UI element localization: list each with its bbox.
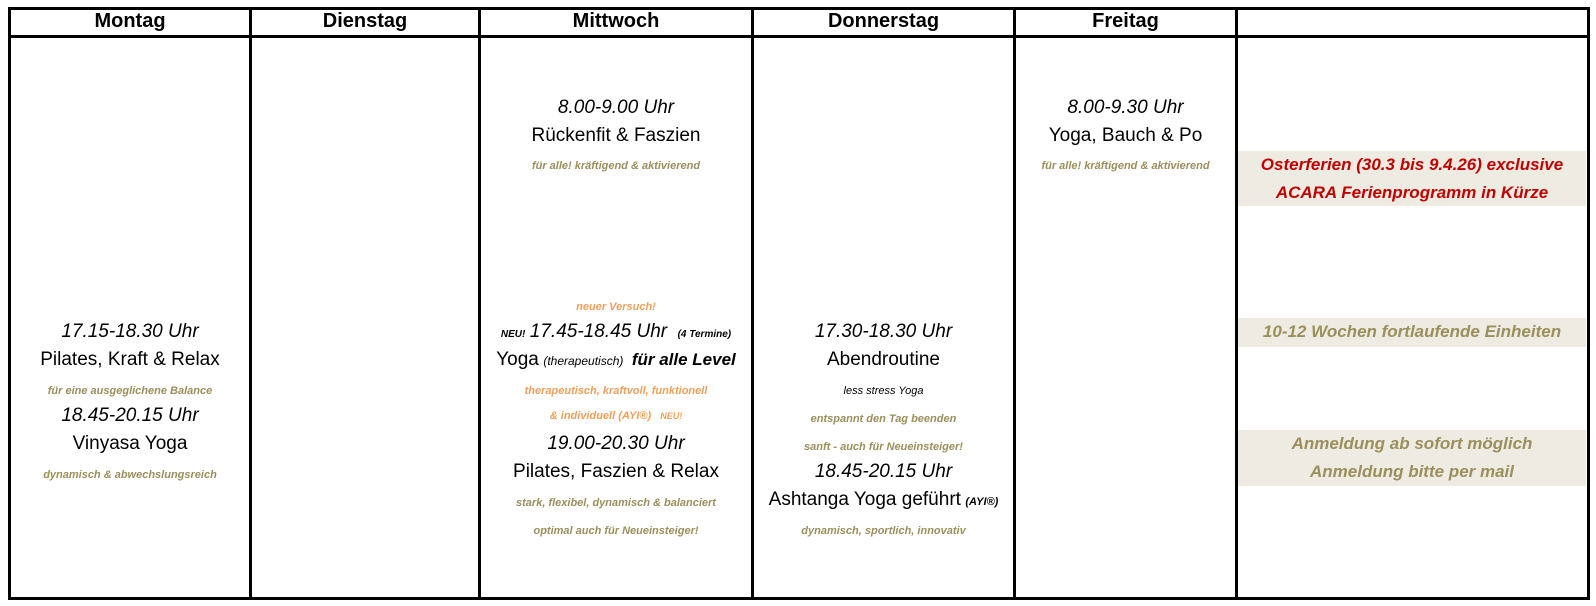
header-dienstag: Dienstag (322, 10, 408, 32)
mittwoch-course2-time: 17.45-18.45 Uhr (529, 321, 668, 342)
mittwoch-course2-level: für alle Level (631, 350, 736, 369)
freitag-course1-note: für alle! kräftigend & aktivierend (1041, 160, 1210, 172)
mittwoch-course1-title: Rückenfit & Faszien (531, 125, 701, 146)
wochen-text: 10-12 Wochen fortlaufende Einheiten (1262, 322, 1562, 341)
mittwoch-course2-titleline (481, 349, 751, 371)
anmeldung-line1: Anmeldung ab sofort möglich (1291, 434, 1533, 453)
mittwoch-course2-timeline (481, 321, 751, 343)
ferien-line1: Osterferien (30.3 bis 9.4.26) exclusive (1260, 155, 1564, 174)
column-divider (1235, 7, 1238, 600)
header-montag: Montag (94, 10, 166, 32)
freitag-course1-title: Yoga, Bauch & Po (1048, 125, 1203, 146)
montag-course2-title: Vinyasa Yoga (72, 433, 188, 454)
donnerstag-course2-titleline (754, 489, 1013, 511)
freitag-course1-time: 8.00-9.30 Uhr (1067, 97, 1184, 118)
column-divider (249, 7, 252, 600)
ferien-line2: ACARA Ferienprogramm in Kürze (1275, 183, 1549, 202)
mittwoch-course3-time: 19.00-20.30 Uhr (547, 433, 685, 454)
mittwoch-course2-note2: & individuell (AYI®) (549, 410, 652, 422)
donnerstag-course1-note1: entspannt den Tag beenden (810, 413, 957, 425)
mittwoch-course2-note2line (481, 410, 751, 422)
mittwoch-course3-note1: stark, flexibel, dynamisch & balanciert (516, 497, 716, 509)
mittwoch-course2-sub: (therapeutisch) (543, 354, 624, 368)
mittwoch-course2-note1: therapeutisch, kraftvoll, funktionell (524, 385, 708, 397)
montag-course1-note: für eine ausgeglichene Balance (47, 385, 213, 397)
column-divider (751, 7, 754, 600)
header-mittwoch: Mittwoch (572, 10, 660, 32)
montag-course1-time: 17.15-18.30 Uhr (61, 321, 199, 342)
donnerstag-course1-time: 17.30-18.30 Uhr (814, 321, 953, 342)
new-badge: NEU! (500, 329, 526, 340)
mittwoch-course2-termine: (4 Termine) (677, 329, 732, 340)
donnerstag-course2-time: 18.45-20.15 Uhr (814, 461, 953, 482)
timetable-frame (8, 7, 1590, 600)
mittwoch-course2-title: Yoga (496, 349, 539, 370)
donnerstag-course2-note: dynamisch, sportlich, innovativ (801, 525, 966, 537)
new-badge: NEU! (660, 411, 683, 421)
mittwoch-course3-note2: optimal auch für Neueinsteiger! (533, 525, 699, 537)
montag-course2-time: 18.45-20.15 Uhr (61, 405, 199, 426)
montag-course1-title: Pilates, Kraft & Relax (40, 349, 220, 370)
header-divider (8, 35, 1590, 38)
montag-course2-note: dynamisch & abwechslungsreich (43, 469, 217, 481)
donnerstag-course2-title: Ashtanga Yoga geführt (768, 489, 961, 510)
mittwoch-course2-pre: neuer Versuch! (576, 301, 656, 313)
donnerstag-course1-sub: less stress Yoga (843, 385, 924, 397)
mittwoch-course3-title: Pilates, Faszien & Relax (513, 461, 719, 482)
anmeldung-line2: Anmeldung bitte per mail (1309, 462, 1515, 481)
donnerstag-course1-title: Abendroutine (826, 349, 941, 370)
donnerstag-course2-sub: (AYI®) (965, 496, 999, 508)
header-freitag: Freitag (1092, 10, 1159, 32)
mittwoch-course1-note: für alle! kräftigend & aktivierend (531, 160, 701, 172)
donnerstag-course1-note2: sanft - auch für Neueinsteiger! (804, 441, 963, 453)
header-donnerstag: Donnerstag (827, 10, 940, 32)
column-divider (1013, 7, 1016, 600)
header-info (1238, 8, 1586, 34)
mittwoch-course1-time: 8.00-9.00 Uhr (557, 97, 675, 118)
